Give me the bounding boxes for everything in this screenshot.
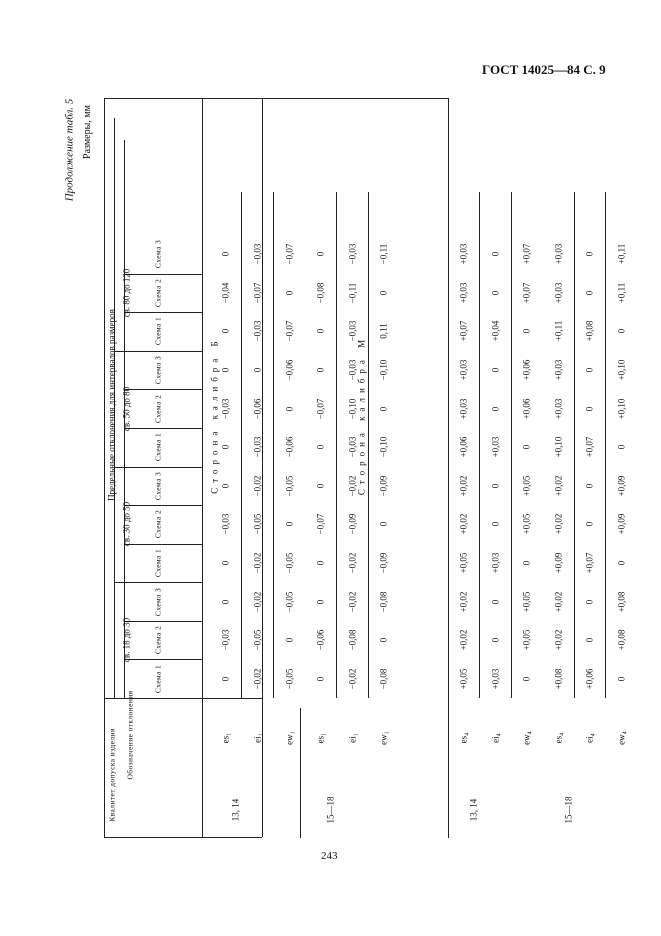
deviation-value: −0,05 — [252, 513, 263, 535]
deviation-value: −0,04 — [220, 282, 231, 304]
table-caption: Продолжение табл. 5 — [63, 98, 76, 202]
scheme-divider — [124, 505, 202, 506]
group-separator-m — [448, 708, 449, 838]
deviation-value: 0 — [284, 637, 295, 643]
deviation-value: 0 — [284, 406, 295, 411]
deviation-value: 0 — [490, 290, 501, 296]
scheme-divider — [124, 544, 202, 545]
deviation-value: 0 — [252, 367, 263, 373]
deviation-value: +0,06 — [521, 359, 532, 381]
deviation-value: +0,10 — [553, 436, 564, 458]
deviation-value: +0,03 — [553, 359, 564, 381]
deviation-value: −0,07 — [284, 321, 295, 342]
deviation-value: 0 — [315, 560, 326, 566]
interval-header: св. 50 до 80 — [121, 386, 132, 431]
deviation-value: +0,05 — [458, 552, 469, 574]
deviation-value: −0,07 — [315, 513, 326, 535]
scheme-divider — [124, 428, 202, 429]
scheme-header: Схема 1 — [153, 664, 163, 693]
row-divider — [479, 192, 480, 698]
deviation-value: −0,03 — [252, 436, 263, 458]
deviation-value: −0,10 — [347, 398, 358, 420]
deviation-value: 0 — [490, 599, 501, 604]
side-label-m: Сторона калибра М — [356, 334, 367, 496]
deviation-value: 0 — [220, 444, 231, 450]
deviation-value: +0,07 — [584, 552, 595, 574]
deviation-value: +0,04 — [490, 321, 501, 342]
deviation-value: −0,02 — [252, 591, 263, 612]
deviation-value: 0 — [521, 560, 532, 566]
deviation-value: −0,03 — [220, 513, 231, 535]
deviation-value: −0,10 — [378, 359, 389, 381]
deviation-value: 0 — [584, 406, 595, 411]
deviation-value: +0,05 — [521, 513, 532, 535]
deviation-value: −0,03 — [220, 398, 231, 420]
scheme-header: Схема 3 — [153, 471, 163, 500]
deviation-value: 0 — [490, 483, 501, 489]
page-header: ГОСТ 14025—84 С. 9 — [482, 62, 606, 77]
deviation-value: −0,07 — [284, 243, 295, 265]
deviation-value: 0 — [315, 444, 326, 450]
deviation-value: −0,03 — [347, 436, 358, 458]
deviation-value: +0,09 — [616, 513, 627, 535]
deviation-value: 0 — [378, 522, 389, 527]
deviation-value: 0 — [616, 560, 627, 566]
deviation-value: 0 — [584, 367, 595, 373]
deviation-designation: ew₁ — [378, 731, 389, 745]
row-divider — [368, 192, 369, 698]
deviation-value: −0,09 — [378, 552, 389, 574]
deviation-value: +0,11 — [616, 244, 627, 265]
deviation-value: 0 — [378, 637, 389, 643]
group-separator-b — [300, 708, 301, 838]
deviation-value: 0 — [616, 676, 627, 681]
deviation-value: 0 — [378, 406, 389, 411]
deviation-value: −0,11 — [378, 244, 389, 265]
deviation-value: +0,03 — [458, 398, 469, 420]
deviation-designation: ei₄ — [490, 733, 501, 743]
deviation-value: −0,11 — [347, 282, 358, 304]
deviation-value: 0 — [315, 252, 326, 257]
deviation-value: 0 — [220, 560, 231, 566]
deviation-value: −0,08 — [378, 668, 389, 690]
deviation-value: 0 — [490, 367, 501, 373]
scheme-header: Схема 2 — [153, 278, 163, 308]
deviation-value: +0,07 — [521, 243, 532, 265]
deviation-value: +0,11 — [553, 321, 564, 342]
deviation-designation: es₄ — [458, 732, 469, 744]
header-divider-quality — [104, 837, 262, 838]
limits-header: Предельные отклонения для интервалов размеров — [106, 309, 117, 501]
quality-value: 15—18 — [563, 796, 574, 824]
deviation-value: +0,02 — [458, 629, 469, 651]
table-border-right — [104, 98, 449, 99]
deviation-value: +0,07 — [521, 282, 532, 304]
scheme-header: Схема 3 — [153, 240, 163, 269]
row-divider — [336, 192, 337, 698]
deviation-value: +0,06 — [584, 668, 595, 690]
deviation-value: −0,09 — [347, 513, 358, 535]
deviation-value: +0,02 — [553, 475, 564, 497]
scheme-divider — [124, 659, 202, 660]
deviation-value: +0,09 — [616, 475, 627, 497]
deviation-value: 0 — [284, 290, 295, 296]
interval-header: св. 30 до 50 — [121, 502, 132, 547]
deviation-designation: ei₁ — [252, 733, 263, 743]
deviation-value: 0 — [220, 599, 231, 604]
deviation-value: 0 — [315, 599, 326, 604]
scheme-header: Схема 1 — [153, 433, 163, 462]
deviation-value: −0,07 — [252, 282, 263, 304]
deviation-value: +0,06 — [458, 436, 469, 458]
table-units: Размеры, мм — [82, 105, 93, 159]
deviation-value: +0,02 — [553, 513, 564, 535]
deviation-value: −0,02 — [252, 552, 263, 574]
deviation-value: −0,10 — [378, 436, 389, 458]
deviation-value: 0 — [378, 290, 389, 296]
deviation-value: −0,05 — [252, 629, 263, 651]
deviation-value: 0 — [220, 252, 231, 257]
deviation-value: +0,03 — [490, 436, 501, 458]
scheme-header: Схема 2 — [153, 394, 163, 423]
deviation-designation: es₁ — [315, 732, 326, 744]
deviation-value: −0,02 — [347, 552, 358, 574]
deviation-value: 0 — [490, 252, 501, 257]
deviation-value: +0,03 — [553, 282, 564, 304]
deviation-value: 0 — [584, 599, 595, 604]
deviation-value: +0,08 — [616, 629, 627, 651]
scheme-header: Схема 3 — [153, 355, 163, 385]
deviation-value: −0,05 — [284, 668, 295, 690]
scheme-divider — [124, 274, 202, 275]
quality-value: 15—18 — [325, 796, 336, 824]
deviation-value: +0,09 — [553, 552, 564, 574]
deviation-value: −0,02 — [347, 475, 358, 497]
deviation-value: −0,07 — [315, 398, 326, 420]
deviation-value: +0,05 — [521, 591, 532, 612]
deviation-value: +0,08 — [616, 591, 627, 612]
scheme-header: Схема 2 — [153, 510, 163, 539]
deviation-value: −0,02 — [252, 475, 263, 497]
deviation-value: 0 — [584, 483, 595, 489]
deviation-value: 0 — [220, 367, 231, 373]
deviation-value: +0,07 — [584, 436, 595, 458]
row-divider — [605, 192, 606, 698]
quality-header: Квалитет допуска изделия — [107, 728, 117, 822]
deviation-value: +0,02 — [553, 591, 564, 612]
deviation-designation: ew₄ — [616, 731, 627, 745]
side-label-b: Сторона калибра Б — [209, 336, 220, 494]
deviation-value: −0,02 — [347, 591, 358, 612]
interval-divider — [114, 582, 202, 583]
deviation-value: 0 — [220, 483, 231, 489]
deviation-value: 0 — [220, 676, 231, 681]
row-divider — [241, 192, 242, 698]
deviation-value: −0,02 — [347, 668, 358, 690]
deviation-value: 0 — [315, 329, 326, 334]
row-divider — [273, 192, 274, 698]
deviation-designation: es₁ — [220, 732, 231, 744]
deviation-value: +0,05 — [458, 668, 469, 690]
deviation-designation: ew₄ — [521, 731, 532, 745]
deviation-value: −0,03 — [347, 321, 358, 342]
side-b-top-line — [262, 98, 263, 837]
page-number: 243 — [321, 850, 338, 862]
deviation-value: +0,03 — [553, 243, 564, 265]
deviation-value: +0,07 — [458, 321, 469, 342]
deviation-value: +0,10 — [616, 398, 627, 420]
deviation-value: +0,08 — [553, 668, 564, 690]
deviation-designation: ei₁ — [347, 733, 358, 743]
quality-value: 13, 14 — [230, 798, 241, 822]
deviation-value: +0,08 — [584, 321, 595, 342]
deviation-value: −0,05 — [284, 475, 295, 497]
deviation-value: +0,10 — [616, 359, 627, 381]
deviation-value: 0 — [284, 522, 295, 527]
deviation-value: +0,03 — [458, 282, 469, 304]
deviation-value: 0 — [521, 676, 532, 681]
deviation-value: −0,08 — [315, 282, 326, 304]
deviation-value: +0,02 — [458, 591, 469, 612]
deviation-value: 0 — [315, 676, 326, 681]
deviation-value: 0 — [315, 483, 326, 489]
deviation-value: 0 — [490, 637, 501, 643]
deviation-value: +0,03 — [458, 243, 469, 265]
deviation-value: 0 — [521, 329, 532, 334]
deviation-designation: ei₄ — [584, 733, 595, 743]
row-divider — [511, 192, 512, 698]
deviation-value: 0 — [315, 367, 326, 373]
deviation-value: −0,02 — [252, 668, 263, 690]
deviation-value: +0,05 — [521, 475, 532, 497]
deviation-value: +0,02 — [458, 475, 469, 497]
deviation-designation: es₄ — [553, 732, 564, 744]
deviation-value: 0 — [584, 522, 595, 527]
deviation-value: 0,11 — [378, 323, 389, 340]
deviation-value: −0,03 — [220, 629, 231, 651]
deviation-value: −0,03 — [347, 359, 358, 381]
interval-divider — [114, 351, 202, 352]
deviation-value: +0,03 — [458, 359, 469, 381]
deviation-value: 0 — [521, 444, 532, 450]
quality-value: 13, 14 — [468, 798, 479, 822]
deviation-value: 0 — [220, 329, 231, 334]
deviation-value: 0 — [584, 637, 595, 643]
scheme-divider — [124, 389, 202, 390]
deviation-value: 0 — [490, 406, 501, 411]
deviation-value: −0,06 — [315, 629, 326, 651]
table-border-top — [104, 98, 105, 837]
deviation-value: +0,02 — [553, 629, 564, 651]
deviation-value: −0,03 — [252, 321, 263, 342]
deviation-value: −0,09 — [378, 475, 389, 497]
interval-header: св. 80 до 120 — [121, 268, 132, 318]
deviation-value: −0,08 — [378, 591, 389, 612]
row-divider — [574, 192, 575, 698]
deviation-value: −0,06 — [252, 398, 263, 420]
interval-divider — [114, 467, 202, 468]
deviation-value: −0,06 — [284, 359, 295, 381]
deviation-designation: ew₁ — [284, 731, 295, 745]
deviation-value: 0 — [584, 252, 595, 257]
designation-header: Обозначение отклонения — [125, 690, 135, 780]
deviation-value: 0 — [490, 522, 501, 527]
header-bottom-line — [202, 98, 203, 837]
scheme-header: Схема 3 — [153, 587, 163, 616]
deviation-value: +0,11 — [616, 282, 627, 304]
deviation-value: +0,03 — [553, 398, 564, 420]
deviation-value: +0,02 — [458, 513, 469, 535]
deviation-value: −0,06 — [284, 436, 295, 458]
deviation-value: −0,03 — [252, 243, 263, 265]
deviation-value: +0,03 — [490, 668, 501, 690]
scheme-header: Схема 1 — [153, 548, 163, 578]
deviation-value: +0,06 — [521, 398, 532, 420]
scheme-header: Схема 2 — [153, 625, 163, 655]
deviation-value: −0,03 — [347, 243, 358, 265]
deviation-value: +0,05 — [521, 629, 532, 651]
deviation-value: −0,08 — [347, 629, 358, 651]
scheme-divider — [124, 312, 202, 313]
deviation-value: −0,05 — [284, 591, 295, 612]
deviation-value: −0,05 — [284, 552, 295, 574]
scheme-divider — [124, 621, 202, 622]
deviation-value: 0 — [584, 290, 595, 296]
interval-header: св. 18 до 30 — [121, 617, 132, 663]
deviation-value: +0,03 — [490, 552, 501, 574]
deviation-value: 0 — [616, 444, 627, 450]
deviation-value: 0 — [616, 329, 627, 334]
scheme-header: Схема 1 — [153, 317, 163, 346]
